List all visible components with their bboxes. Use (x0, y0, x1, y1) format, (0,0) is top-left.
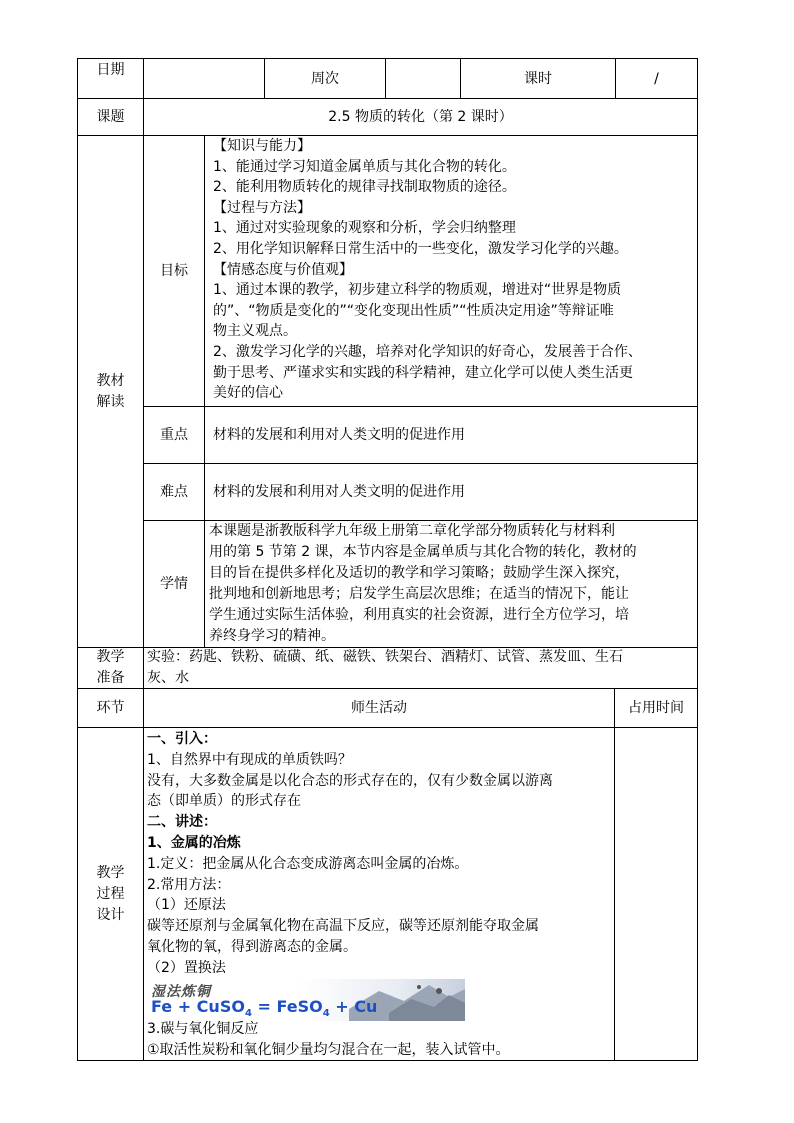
grid-line (697, 58, 698, 1061)
grid-line (385, 58, 386, 98)
difficulty-label: 难点 (160, 484, 188, 500)
process-line: ①取活性炭粉和氧化铜少量均匀混合在一起，装入试管中。 (147, 1042, 510, 1058)
process-label-line1: 教学 (96, 864, 125, 881)
situation-line: 批判地和创新地思考；启发学生高层次思维；在适当的情况下，能让 (209, 586, 629, 602)
activity-header: 师生活动 (351, 700, 407, 716)
process-label (78, 728, 143, 1060)
goals-line: 2、能利用物质转化的规律寻找制取物质的途径。 (213, 179, 516, 196)
preparation-line: 灰、水 (147, 669, 189, 686)
situation-line: 目的旨在提供多样化及适切的教学和学习策略；鼓励学生深入探究， (209, 565, 629, 581)
preparation-label (78, 648, 143, 688)
preparation-label-line1: 教学 (96, 649, 125, 665)
process-line: 一、引入： (147, 731, 217, 747)
goals-line: 【知识与能力】 (213, 138, 311, 154)
situation-label: 学情 (160, 576, 188, 592)
equation-title: 湿法炼铜 (151, 984, 211, 1000)
preparation-label-line2: 准备 (96, 670, 125, 686)
process-line: 2.常用方法： (147, 876, 231, 893)
preparation-line: 实验：药匙、铁粉、硫磺、纸、磁铁、铁架台、酒精灯、试管、蒸发皿、生石 (147, 649, 623, 665)
equation-left: Fe + CuSO (151, 997, 245, 1016)
step-header: 环节 (96, 700, 125, 716)
week-label: 周次 (311, 70, 339, 87)
process-line: 态（即单质）的形式存在 (147, 793, 301, 810)
topic-value: 2.5 物质的转化（第 2 课时） (328, 109, 513, 125)
process-line: 1、金属的冶炼 (147, 835, 241, 851)
interpretation-label-line2: 解读 (96, 393, 125, 410)
grid-line (204, 135, 205, 647)
equation-sub1: 4 (244, 1008, 252, 1020)
topic-label: 课题 (96, 109, 125, 125)
situation-line: 本课题是浙教版科学九年级上册第二章化学部分物质转化与材料利 (209, 523, 615, 539)
goals-line: 【过程与方法】 (213, 199, 311, 216)
equation-image (149, 979, 465, 1021)
grid-line (77, 727, 698, 728)
process-line: 1.定义：把金属从化合态变成游离态叫金属的冶炼。 (147, 855, 469, 872)
process-line: （1）还原法 (147, 897, 226, 914)
key-point-text: 材料的发展和利用对人类文明的促进作用 (213, 427, 465, 443)
equation-sub2: 4 (322, 1008, 330, 1020)
difficulty-text: 材料的发展和利用对人类文明的促进作用 (213, 484, 465, 500)
goals-line: 【情感态度与价值观】 (213, 261, 353, 278)
grid-line (143, 406, 698, 407)
time-header: 占用时间 (628, 700, 684, 716)
goals-line: 2、激发学习化学的兴趣，培养对化学知识的好奇心，发展善于合作、 (213, 344, 642, 360)
process-line: 没有，大多数金属是以化合态的形式存在的，仅有少数金属以游离 (147, 772, 553, 789)
process-line: 氧化物的氧，得到游离态的金属。 (147, 939, 357, 955)
process-label-line3: 设计 (96, 906, 125, 923)
goals-line: 的”、“物质是变化的”“变化变现出性质”“性质决定用途”等辩证唯 (213, 302, 614, 319)
key-point-label: 重点 (160, 427, 188, 443)
interpretation-label-line1: 教材 (96, 372, 125, 389)
process-line: 1、自然界中有现成的单质铁吗？ (147, 751, 352, 768)
goals-line: 2、用化学知识解释日常生活中的一些变化，激发学习化学的兴趣。 (213, 241, 628, 257)
situation-line: 学生通过实际生活体验，利用真实的社会资源，进行全方位学习，培 (209, 607, 629, 623)
period-value: / (654, 70, 659, 87)
equation-mid: = FeSO (251, 997, 323, 1016)
period-label: 课时 (524, 70, 552, 87)
process-line: 二、讲述： (147, 814, 217, 831)
goals-line: 物主义观点。 (213, 323, 297, 340)
goals-line: 美好的信心 (213, 385, 283, 402)
situation-line: 养终身学习的精神。 (209, 628, 335, 644)
goals-line: 勤于思考、严谨求实和实践的科学精神，建立化学可以使人类生活更 (213, 364, 633, 381)
process-line: 3.碳与氧化铜反应 (147, 1021, 259, 1037)
grid-line (143, 463, 698, 464)
goals-line: 1、能通过学习知道金属单质与其化合物的转化。 (213, 158, 516, 175)
date-label: 日期 (96, 62, 125, 78)
process-line: （2）置换法 (147, 959, 226, 976)
situation-line: 用的第 5 节第 2 课，本节内容是金属单质与其化合物的转化，教材的 (209, 544, 637, 560)
goals-line: 1、通过本课的教学，初步建立科学的物质观，增进对“世界是物质 (213, 282, 622, 299)
grid-line (614, 688, 615, 1060)
process-line: 碳等还原剂与金属氧化物在高温下反应，碳等还原剂能夺取金属 (147, 918, 539, 935)
goals-label: 目标 (160, 263, 188, 279)
process-label-line2: 过程 (96, 885, 125, 902)
goals-line: 1、通过对实验现象的观察和分析，学会归纳整理 (213, 220, 516, 237)
interpretation-label (78, 136, 143, 647)
equation-right: + Cu (329, 997, 378, 1016)
equation-formula (151, 997, 377, 1019)
